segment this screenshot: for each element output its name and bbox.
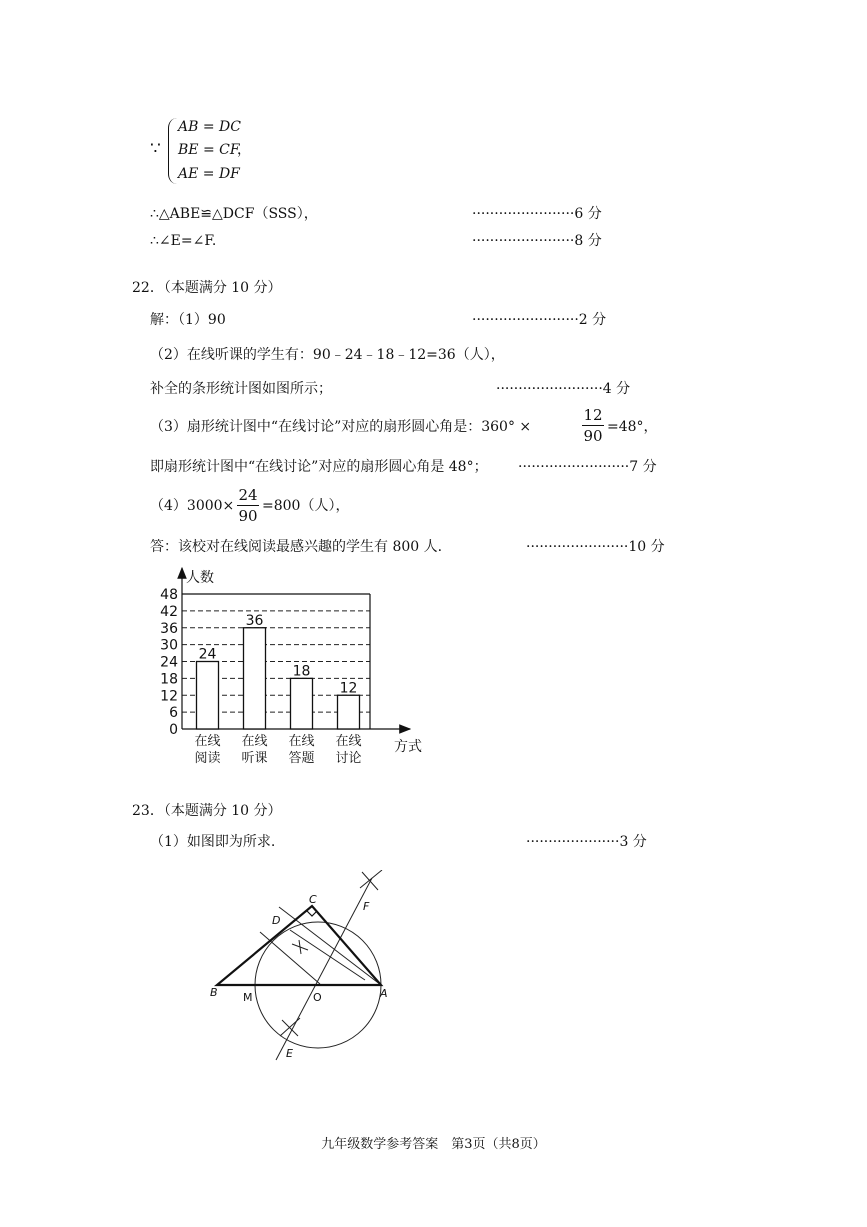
x-category-label: 在线 (288, 734, 315, 749)
y-tick-label: 6 (169, 705, 178, 722)
label-b: B (210, 986, 218, 999)
x-category-label: 在线 (241, 734, 268, 749)
y-tick-label: 42 (160, 603, 178, 620)
bar (291, 678, 313, 729)
y-tick-label: 24 (160, 654, 178, 671)
x-category-label: 答题 (288, 751, 315, 766)
y-tick-label: 12 (160, 688, 178, 705)
bar-value-label: 12 (339, 680, 358, 697)
q22-part4-text: （4）3000× (150, 498, 235, 514)
fraction-numerator: 12 (583, 406, 603, 424)
y-tick-label: 48 (160, 587, 178, 603)
proof-conclusion-congruent: ∴△ABE≌△DCF（SSS）， (150, 206, 318, 222)
y-tick-label: 30 (160, 637, 178, 654)
fraction-numerator: 24 (238, 486, 258, 504)
q22-score-4: ························4 分 (496, 381, 631, 397)
x-category-label: 讨论 (335, 751, 362, 766)
q22-part4-result: =800（人）， (262, 498, 350, 514)
q23-header: 23．（本题满分 10 分） (132, 803, 282, 819)
q22-part3-result: =48°， (607, 419, 658, 435)
label-e: E (286, 1047, 293, 1060)
fraction-12-90 (582, 407, 604, 444)
q22-answer: 答：该校对在线阅读最感兴趣的学生有 800 人. (150, 539, 443, 555)
q22-part1: 解：（1）90 (150, 312, 226, 328)
x-axis-label: 方式 (394, 739, 422, 755)
arc-mark-mid (292, 940, 308, 954)
y-tick-label: 36 (160, 620, 178, 637)
q23-part1: （1）如图即为所求. (150, 834, 276, 850)
because-symbol: ∵ (150, 139, 161, 159)
bar-chart (140, 562, 440, 772)
triangle-abc (217, 906, 381, 985)
label-f: F (363, 900, 370, 913)
score-6: ·······················6 分 (472, 206, 602, 222)
q22-score-10: ·······················10 分 (526, 539, 665, 555)
fraction-denominator: 90 (583, 427, 603, 445)
score-8: ·······················8 分 (472, 233, 602, 249)
equation-be-cf: BE = CF (178, 142, 240, 158)
bar-value-label: 36 (245, 612, 264, 629)
q22-score-2: ························2 分 (472, 312, 607, 328)
bar (197, 662, 219, 730)
x-category-label: 听课 (241, 751, 268, 766)
x-category-label: 在线 (335, 734, 362, 749)
q22-part2-chart-note: 补全的条形统计图如图所示； (150, 381, 332, 397)
x-category-label: 在线 (194, 734, 221, 749)
label-o: O (313, 991, 322, 1004)
bisector-line (276, 878, 372, 1060)
fraction-24-90 (237, 487, 259, 524)
bar-value-label: 24 (198, 646, 217, 663)
geometry-figure (200, 870, 400, 1070)
label-d: D (272, 914, 281, 927)
bar (244, 628, 266, 729)
segment-d-a (279, 907, 381, 985)
x-category-label: 阅读 (194, 751, 221, 766)
construction-line-1 (260, 932, 320, 984)
proof-conclusion-angle: ∴∠E=∠F. (150, 233, 217, 249)
label-c: C (309, 893, 317, 906)
right-angle-mark (307, 911, 317, 916)
q22-part2: （2）在线听课的学生有：90﹣24﹣18﹣12=36（人）， (150, 347, 505, 363)
q22-part3-conclusion: 即扇形统计图中“在线讨论”对应的扇形圆心角是 48°； (150, 459, 488, 475)
bar-value-label: 18 (292, 663, 311, 680)
equation-ae-df: AE = DF (178, 166, 240, 182)
q22-score-7: ·························7 分 (518, 459, 657, 475)
equation-ab-dc: AB = DC (178, 119, 241, 135)
q23-score-3: ·····················3 分 (526, 834, 647, 850)
q22-header: 22．（本题满分 10 分） (132, 280, 282, 296)
label-a: A (380, 987, 388, 1000)
q22-part3-text: （3）扇形统计图中“在线讨论”对应的扇形圆心角是：360° × (150, 419, 532, 435)
y-axis-label: 人数 (186, 570, 214, 586)
system-brace (168, 118, 177, 184)
equation-comma: ， (237, 142, 251, 158)
fraction-denominator: 90 (238, 507, 258, 525)
bar (338, 695, 360, 729)
fraction-bar (582, 425, 604, 426)
label-m: M (243, 991, 253, 1004)
y-tick-label: 0 (169, 722, 178, 738)
fraction-bar (237, 505, 259, 506)
y-tick-label: 18 (160, 671, 178, 688)
page-footer: 九年级数学参考答案 第3页（共8页） (321, 1137, 546, 1152)
